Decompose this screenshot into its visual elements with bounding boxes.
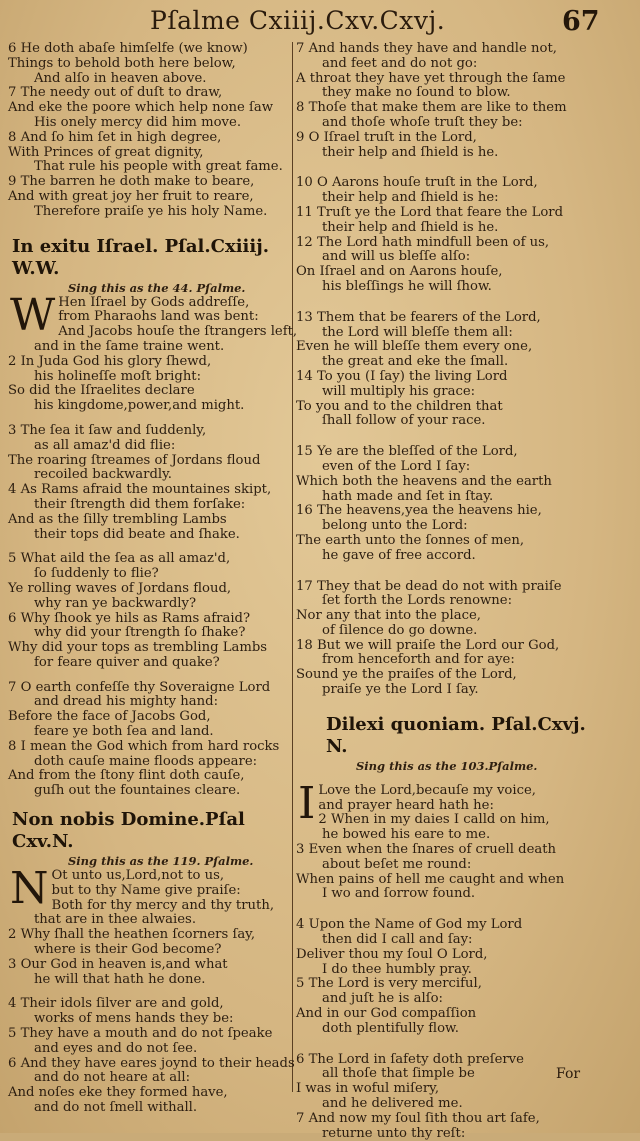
verse-line: their tops did beate and ſhake. — [34, 526, 240, 542]
verse-line: 5 The Lord is very merciful, — [296, 976, 482, 992]
verse-line: The roaring ſtreames of Jordans floud — [8, 452, 261, 468]
verse-line: that are in thee alwaies. — [34, 912, 197, 928]
verse-line: Both for thy mercy and thy truth, — [51, 897, 275, 913]
psalm-115-stanza-7 — [296, 580, 586, 698]
psalm-115-stanza-2 — [8, 997, 298, 1115]
verse-line: doth plentifully flow. — [322, 1020, 459, 1036]
verse-line: his holineſſe moſt bright: — [34, 368, 202, 384]
verse-line: 4 As Rams afraid the mountaines skipt, — [8, 482, 272, 498]
verse-line: And eke the poore which help none ſaw — [8, 100, 274, 116]
psalm-115-stanza-5 — [296, 311, 586, 429]
verse-line: he will that hath he done. — [34, 971, 206, 987]
verse-line: 8 I mean the God which from hard rocks — [8, 738, 280, 754]
psalm-116-title: Dilexi quoniam. Pſal.Cxvj. N. — [326, 713, 586, 757]
psalm-116-stanza-3 — [296, 1053, 586, 1141]
tune-note: Sing this as the 119. Pſalme. — [68, 854, 254, 869]
verse-line: 6 And they have eares joynd to their heads — [8, 1055, 295, 1071]
verse-line: Hen Iſrael by Gods addreſſe, — [58, 294, 250, 310]
verse-line: And as the ſilly trembling Lambs — [8, 511, 227, 527]
verse-line: his kingdome,power,and might. — [34, 398, 245, 414]
verse-line: about beſet me round: — [322, 856, 472, 872]
verse-line: 2 In Juda God his glory ſhewd, — [8, 353, 212, 369]
psalm-114-stanza-3 — [8, 552, 298, 670]
verse-line: 16 The heavens,yea the heavens hie, — [296, 503, 542, 519]
verse-line: Things to behold both here below, — [8, 55, 236, 71]
verse-line: why ran ye backwardly? — [34, 595, 197, 611]
verse-line: 15 Ye are the bleſſed of the Lord, — [296, 444, 518, 460]
verse-line: 6 The Lord in ſafety doth preſerve — [296, 1051, 524, 1067]
catchword: For — [556, 1066, 581, 1082]
drop-capital: N — [10, 863, 49, 915]
verse-line: Ye rolling waves of Jordans floud, — [8, 580, 232, 596]
tune-note: Sing this as the 103.Pſalme. — [356, 758, 538, 773]
verse-line: and prayer heard hath he: — [318, 797, 494, 813]
verse-line: he bowed his eare to me. — [322, 827, 491, 843]
verse-line: 7 O earth confeſſe thy Soveraigne Lord — [8, 679, 271, 695]
psalm-114-stanza-1 — [8, 289, 298, 414]
verse-line: and juſt he is alſo: — [322, 991, 443, 1007]
verse-line: recoiled backwardly. — [34, 467, 172, 483]
verse-line: Nor any that into the place, — [296, 608, 481, 624]
verse-line: 5 What aild the ſea as all amaz'd, — [8, 551, 231, 567]
psalm-116-stanza-1 — [296, 777, 586, 902]
page-number: 67 — [562, 6, 600, 37]
verse-line: will multiply his grace: — [322, 383, 476, 399]
verse-line: their help and ſhield is he. — [322, 144, 499, 160]
verse-line: all thoſe that ſimple be — [322, 1066, 475, 1082]
verse-line: To you and to the children that — [296, 398, 503, 414]
verse-line: 7 And hands they have and handle not, — [296, 41, 557, 56]
verse-line: where is their God become? — [34, 942, 222, 958]
verse-line: and thoſe whoſe truſt they be: — [322, 114, 523, 130]
verse-line: Love the Lord,becauſe my voice, — [318, 782, 536, 798]
verse-line: and dread his mighty hand: — [34, 694, 219, 710]
verse-line: his bleſſings he will ſhow. — [322, 278, 492, 294]
verse-line: 3 Our God in heaven is,and what — [8, 956, 228, 972]
verse-line: I wo and ſorrow found. — [322, 886, 476, 902]
psalm-115-stanza-3 — [296, 42, 586, 160]
verse-line: Therefore praiſe ye his holy Name. — [34, 203, 268, 219]
verse-line: 2 When in my daies I calld on him, — [318, 812, 550, 828]
drop-capital: I — [298, 777, 316, 829]
verse-line: And alſo in heaven above. — [34, 70, 207, 86]
verse-line: the Lord will bleſſe them all: — [322, 324, 513, 340]
psalm-113-end — [8, 42, 298, 220]
verse-line: their ſtrength did them forſake: — [34, 496, 246, 512]
right-column — [296, 42, 586, 1141]
verse-line: 4 Their idols ſilver are and gold, — [8, 996, 224, 1012]
verse-line: and feet and do not go: — [322, 55, 478, 71]
verse-line: the great and eke the ſmall. — [322, 354, 509, 370]
verse-line: So did the Iſraelites declare — [8, 383, 195, 399]
verse-line: doth cauſe maine floods appeare: — [34, 753, 258, 769]
verse-line: Sound ye the praiſes of the Lord, — [296, 667, 517, 683]
verse-line: 13 Them that be fearers of the Lord, — [296, 309, 541, 325]
verse-line: Before the face of Jacobs God, — [8, 709, 211, 725]
verse-line: from Pharaohs land was bent: — [58, 309, 259, 325]
verse-line: hath made and ſet in ſtay. — [322, 488, 494, 504]
verse-line: their help and ſhield is he. — [322, 219, 499, 235]
verse-line: 7 The needy out of duſt to draw, — [8, 85, 223, 101]
verse-line: Why did your tops as trembling Lambs — [8, 640, 268, 656]
verse-line: 14 To you (I ſay) the living Lord — [296, 368, 508, 384]
psalm-114-stanza-2 — [8, 424, 298, 542]
verse-line: 7 And now my ſoul ſith thou art ſafe, — [296, 1110, 540, 1126]
verse-line: His onely mercy did him move. — [34, 114, 242, 130]
drop-capital: W — [10, 289, 56, 341]
verse-line: works of mens hands they be: — [34, 1011, 234, 1027]
tune-note: Sing this as the 44. Pſalme. — [68, 280, 246, 295]
left-column — [8, 42, 298, 1116]
verse-line: they make no ſound to blow. — [322, 85, 511, 101]
verse-line: and will us bleſſe alſo: — [322, 249, 471, 265]
verse-line: ſhall follow of your race. — [322, 413, 486, 429]
verse-line: 9 The barren he doth make to beare, — [8, 174, 255, 190]
verse-line: 6 Why ſhook ye hils as Rams afraid? — [8, 610, 251, 626]
verse-line: A throat they have yet through the ſame — [296, 70, 566, 86]
psalm-115-title: Non nobis Domine.Pſal Cxv.N. — [12, 809, 245, 853]
verse-line: Even he will bleſſe them every one, — [296, 339, 533, 355]
verse-line: 4 Upon the Name of God my Lord — [296, 917, 523, 933]
psalm-114-stanza-4 — [8, 681, 298, 799]
verse-line: 12 The Lord hath mindfull been of us, — [296, 234, 550, 250]
psalm-116-stanza-2 — [296, 918, 586, 1036]
verse-line: and in the ſame traine went. — [34, 338, 225, 354]
verse-line: 10 O Aarons houſe truſt in the Lord, — [296, 175, 538, 191]
psalm-115-stanza-6 — [296, 445, 586, 563]
verse-line: then did I call and ſay: — [322, 932, 473, 948]
verse-line: their help and ſhield is he: — [322, 190, 499, 206]
psalm-115-stanza-1 — [8, 863, 298, 987]
verse-line: ſet forth the Lords renowne: — [322, 593, 513, 609]
verse-line: he gave of free accord. — [322, 547, 476, 563]
verse-line: Ot unto us,Lord,not to us, — [51, 868, 225, 884]
verse-line: 8 And ſo him ſet in high degree, — [8, 129, 222, 145]
verse-line: 11 Truſt ye the Lord that feare the Lord — [296, 204, 564, 220]
verse-line: of ſilence do go downe. — [322, 622, 478, 638]
verse-line: 17 They that be dead do not with praiſe — [296, 578, 562, 594]
verse-line: 3 The ſea it ſaw and ſuddenly, — [8, 422, 207, 438]
verse-line: With Princes of great dignity, — [8, 144, 204, 160]
verse-line: and eyes and do not ſee. — [34, 1040, 198, 1056]
verse-line: I do thee humbly pray. — [322, 961, 472, 977]
verse-line: 8 Thoſe that make them are like to them — [296, 100, 567, 116]
verse-line: and he delivered me. — [322, 1096, 463, 1112]
verse-line: And noſes eke they formed have, — [8, 1085, 228, 1101]
verse-line: 2 Why ſhall the heathen ſcorners ſay, — [8, 927, 256, 943]
verse-line: 5 They have a mouth and do not ſpeake — [8, 1026, 273, 1042]
verse-line: but to thy Name give praiſe: — [51, 882, 241, 898]
verse-line: 3 Even when the ſnares of cruell death — [296, 842, 557, 858]
verse-line: On Iſrael and on Aarons houſe, — [296, 264, 503, 280]
verse-line: guſh out the fountaines cleare. — [34, 783, 241, 799]
verse-line: as all amaz'd did flie: — [34, 437, 176, 453]
verse-line: And Jacobs houſe the ſtrangers left, — [58, 324, 298, 340]
verse-line: The earth unto the ſonnes of men, — [296, 532, 525, 548]
verse-line: returne unto thy reſt: — [322, 1125, 466, 1141]
verse-line: and do not heare at all: — [34, 1070, 191, 1086]
verse-line: When pains of hell me caught and when — [296, 871, 565, 887]
verse-line: 6 He doth abaſe himſelfe (we know) — [8, 41, 248, 56]
verse-line: And in our God compaſſion — [296, 1006, 477, 1022]
verse-line: ſo ſuddenly to flie? — [34, 566, 159, 582]
psalm-114-title: In exitu Iſrael. Pſal.Cxiiij. W.W. — [12, 235, 269, 279]
verse-line: why did your ſtrength ſo ſhake? — [34, 625, 246, 641]
verse-line: and do not ſmell withall. — [34, 1100, 198, 1116]
verse-line: for feare quiver and quake? — [34, 654, 220, 670]
verse-line: praiſe ye the Lord I ſay. — [322, 682, 479, 698]
verse-line: And from the ſtony flint doth cauſe, — [8, 768, 245, 784]
verse-line: from henceforth and for aye: — [322, 652, 515, 668]
verse-line: belong unto the Lord: — [322, 518, 468, 534]
verse-line: Deliver thou my ſoul O Lord, — [296, 946, 488, 962]
verse-line: even of the Lord I ſay: — [322, 458, 471, 474]
verse-line: feare ye both ſea and land. — [34, 724, 214, 740]
verse-line: That rule his people with great fame. — [34, 159, 283, 175]
verse-line: I was in woful miſery, — [296, 1081, 440, 1097]
verse-line: Which both the heavens and the earth — [296, 473, 552, 489]
running-head: Pſalme Cxiiij.Cxv.Cxvj. — [150, 6, 446, 35]
psalm-115-stanza-4 — [296, 176, 586, 294]
verse-line: And with great joy her fruit to reare, — [8, 188, 254, 204]
verse-line: 9 O Iſrael truſt in the Lord, — [296, 129, 477, 145]
verse-line: 18 But we will praiſe the Lord our God, — [296, 637, 560, 653]
